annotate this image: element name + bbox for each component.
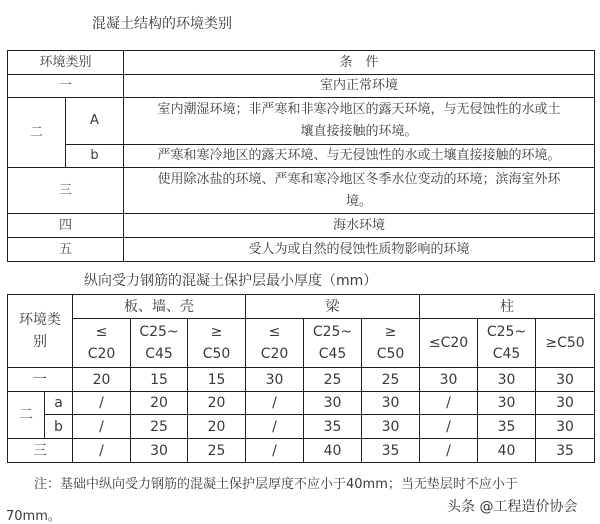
subheader-cell [246, 319, 304, 368]
condition-cell: 室内正常环境 [124, 75, 595, 98]
condition-cell [124, 168, 595, 214]
value-cell: / [246, 439, 304, 463]
table1-title: 混凝土结构的环境类别 [92, 16, 232, 32]
value-cell: 25 [131, 415, 188, 439]
subheader-cell [304, 319, 362, 368]
value-cell: 25 [362, 368, 420, 392]
condition-cell: 受人为或自然的侵蚀性质物影响的环境 [124, 238, 595, 262]
subheader-line: ≥ [210, 324, 223, 340]
category-cell: 一 [8, 368, 73, 392]
value-cell: / [73, 392, 131, 415]
value-cell: 25 [188, 439, 246, 463]
value-cell: 35 [304, 415, 362, 439]
note-line-2: 70mm。 [6, 509, 61, 524]
condition-line: 境。 [346, 193, 373, 209]
cover-thickness-table [7, 294, 595, 463]
value-cell: 30 [246, 368, 304, 392]
value-cell: / [246, 392, 304, 415]
condition-line: 壤直接接触的环境。 [300, 124, 418, 139]
table-row [8, 392, 595, 415]
table2-title: 纵向受力钢筋的混凝土保护层最小厚度（mm） [84, 273, 378, 289]
subheader-line: C25~ [486, 324, 527, 340]
subheader-line: C50 [376, 346, 405, 362]
header-category: 环境类别 [8, 51, 124, 75]
value-cell: 30 [131, 439, 188, 463]
table-row [8, 214, 595, 238]
subheader-line: ≥ [384, 324, 397, 340]
value-cell: 30 [536, 415, 595, 439]
subheader-line: C20 [87, 346, 116, 362]
value-cell: 40 [304, 439, 362, 463]
condition-cell: 严寒和寒冷地区的露天环境、与无侵蚀性的水或土壤直接接触的环境。 [124, 145, 595, 168]
value-cell: 35 [536, 439, 595, 463]
value-cell: 20 [73, 368, 131, 392]
subheader-line: C25~ [139, 324, 179, 340]
subheader-cell: ≤C20 [420, 319, 478, 368]
table-header-row [8, 51, 595, 75]
table-row [8, 75, 595, 98]
subheader-cell [73, 319, 131, 368]
value-cell: 30 [478, 368, 536, 392]
value-cell: / [73, 415, 131, 439]
table-row [8, 145, 595, 168]
value-cell: 30 [478, 392, 536, 415]
value-cell: 35 [362, 439, 420, 463]
value-cell: 20 [188, 392, 246, 415]
subcategory-cell: b [66, 145, 124, 168]
watermark: 头条 @工程造价协会 [447, 499, 578, 515]
condition-cell: 海水环境 [124, 214, 595, 238]
subheader-cell: ≥C50 [536, 319, 595, 368]
table-row [8, 439, 595, 463]
header-category-text: 环境类别 [19, 312, 61, 350]
value-cell: 30 [362, 392, 420, 415]
subheader-line: C45 [492, 346, 521, 362]
subheader-line: C25~ [312, 324, 353, 340]
subheader-cell [478, 319, 536, 368]
value-cell: 30 [536, 368, 595, 392]
value-cell: 30 [536, 392, 595, 415]
category-cell: 三 [8, 168, 124, 214]
subheader-cell [131, 319, 188, 368]
subcategory-cell: b [45, 415, 73, 439]
value-cell: 30 [420, 368, 478, 392]
group-header-beam: 梁 [246, 295, 420, 319]
value-cell: / [73, 439, 131, 463]
value-cell: / [420, 415, 478, 439]
header-category [8, 295, 73, 368]
value-cell: 30 [362, 415, 420, 439]
category-cell: 五 [8, 238, 124, 262]
subheader-line: C50 [202, 346, 231, 362]
value-cell: 20 [131, 392, 188, 415]
group-header-slab: 板、墙、壳 [73, 295, 246, 319]
subheader-line: ≤ [268, 324, 281, 340]
value-cell: / [246, 415, 304, 439]
condition-line: 室内潮湿环境；非严寒和非寒冷地区的露天环境，与无侵蚀性的水或土 [157, 102, 561, 117]
subheader-line: C45 [145, 346, 173, 362]
category-cell: 二 [8, 392, 45, 439]
header-condition: 条 件 [124, 51, 595, 75]
group-header-column: 柱 [420, 295, 595, 319]
condition-line: 使用除冰盐的环境、严寒和寒冷地区冬季水位变动的环境；滨海室外环 [157, 171, 561, 187]
value-cell: 40 [478, 439, 536, 463]
subheader-line: ≤ [95, 324, 108, 340]
table-row [8, 98, 595, 145]
subcategory-cell: a [45, 392, 73, 415]
category-cell: 四 [8, 214, 124, 238]
table-row [8, 415, 595, 439]
table-row [8, 168, 595, 214]
table-row [8, 368, 595, 392]
value-cell: 25 [304, 368, 362, 392]
value-cell: / [420, 439, 478, 463]
table-subheader-row [8, 319, 595, 368]
note-line-1: 注：基础中纵向受力钢筋的混凝土保护层厚度不应小于40mm；当无垫层时不应小于 [34, 477, 518, 492]
category-cell: 二 [8, 98, 66, 168]
environment-category-table [7, 50, 595, 262]
value-cell: 15 [131, 368, 188, 392]
subheader-line: C45 [318, 346, 347, 362]
condition-cell [124, 98, 595, 145]
table-row [8, 238, 595, 262]
subheader-line: C20 [260, 346, 289, 362]
subheader-cell [188, 319, 246, 368]
value-cell: 35 [478, 415, 536, 439]
subheader-cell [362, 319, 420, 368]
value-cell: 15 [188, 368, 246, 392]
subcategory-cell: A [66, 98, 124, 145]
value-cell: 20 [188, 415, 246, 439]
table-header-row [8, 295, 595, 319]
value-cell: 30 [304, 392, 362, 415]
value-cell: / [420, 392, 478, 415]
category-cell: 一 [8, 75, 124, 98]
category-cell: 三 [8, 439, 73, 463]
